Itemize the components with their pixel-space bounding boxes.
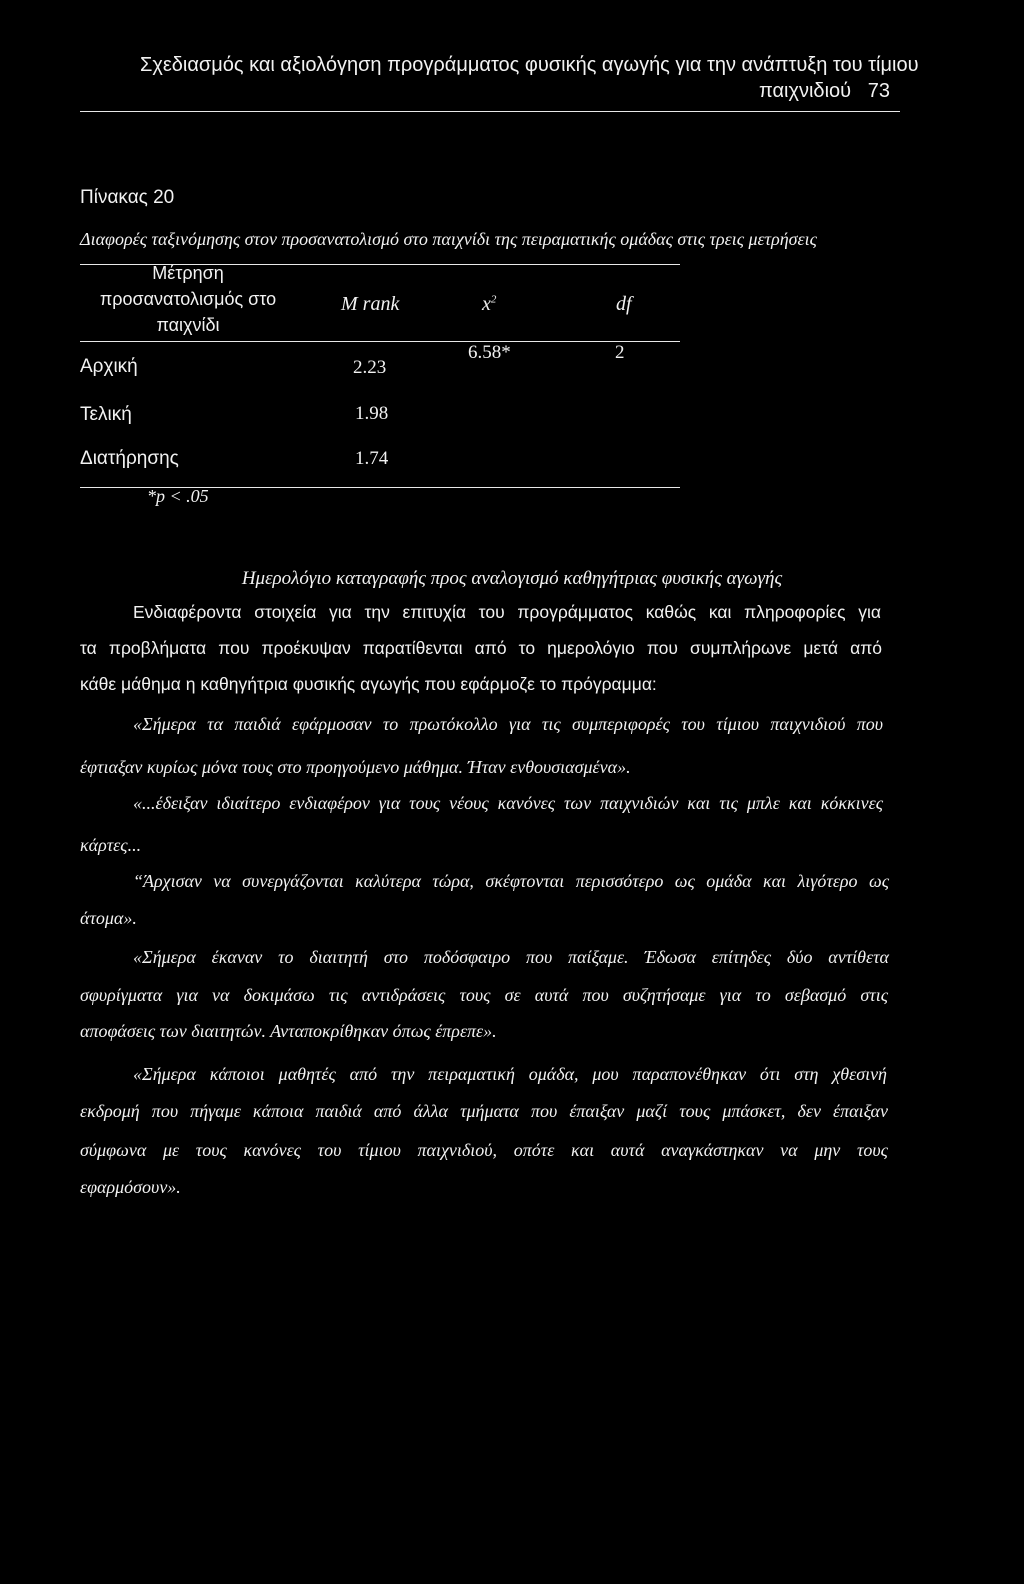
table-note: *p < .05 (147, 486, 209, 506)
quote-line-13: εφαρμόσουν». (80, 1177, 181, 1197)
table-label: Πίνακας 20 (80, 187, 175, 208)
quote-line-2: έφτιαξαν κυρίως μόνα τους στο προηγούμενο μάθημα. Ήταν ενθουσιασμένα». (80, 757, 631, 777)
intro-line-2: τα προβλήματα που προέκυψαν παρατίθενται από το ημερολόγιο που συμπλήρωνε μετά από (80, 638, 882, 658)
row-mrank-final: 1.98 (355, 403, 389, 424)
quote-line-3: «...έδειξαν ιδιαίτερο ενδιαφέρον για τους νέους κανόνες των παιχνιδιών και τις μπλε και κόκκινες (133, 793, 883, 813)
intro-line-1: Ενδιαφέροντα στοιχεία για την επιτυχία του προγράμματος καθώς και πληροφορίες για (133, 602, 881, 622)
chi-superscript: 2 (490, 293, 497, 306)
quote-line-5: “Άρχισαν να συνεργάζονται καλύτερα τώρα, σκέφτονται περισσότερο ως ομάδα και λιγότερο ως (133, 871, 889, 891)
intro-line-3: κάθε μάθημα η καθηγήτρια φυσικής αγωγής που εφάρμοζε το πρόγραμμα: (80, 674, 657, 694)
column-header-chi-square (482, 293, 496, 316)
chi-square-value: 6.58* (468, 342, 511, 363)
table-header-line-3: παιχνίδι (156, 315, 220, 335)
row-label-retention: Διατήρησης (80, 448, 179, 469)
quote-line-1: «Σήμερα τα παιδιά εφάρμοσαν το πρωτόκολλο για τις συμπεριφορές του τίμιου παιχνιδιού που (133, 714, 883, 734)
chi-symbol: x (482, 293, 491, 315)
table-header-line-1: Μέτρηση (152, 263, 224, 283)
row-mrank-initial: 2.23 (353, 357, 387, 378)
row-label-final: Τελική (80, 404, 132, 425)
quote-line-11: εκδρομή που πήγαμε κάποια παιδιά από άλλα τμήματα που έπαιξαν μαζί τους μπάσκετ, δεν έπαιξαν (80, 1101, 888, 1121)
quote-line-6: άτομα». (80, 908, 137, 928)
quote-line-10: «Σήμερα κάποιοι μαθητές από την πειραματική ομάδα, μου παραπονέθηκαν ότι στη χθεσινή (133, 1064, 887, 1084)
quote-line-8: σφυρίγματα για να δοκιμάσω τις αντιδράσεις τους σε αυτά που συζητήσαμε για το σεβασμό στις (80, 985, 888, 1005)
running-header-title: Σχεδιασμός και αξιολόγηση προγράμματος φυσικής αγωγής για την ανάπτυξη του τίμιου (140, 54, 919, 76)
column-header-df: df (616, 293, 632, 315)
df-value: 2 (615, 342, 625, 363)
row-mrank-retention: 1.74 (355, 448, 389, 469)
running-header-subtitle-text: παιχνιδιού (758, 80, 852, 102)
column-header-mrank (341, 293, 399, 316)
row-label-initial: Αρχική (80, 356, 138, 377)
page-number: 73 (867, 80, 890, 102)
quote-line-4: κάρτες... (80, 835, 142, 855)
table-caption: Διαφορές ταξινόμησης στον προσανατολισμό στο παιχνίδι της πειραματικής ομάδας στις τρεις μετρήσεις (80, 229, 817, 249)
quote-line-9: αποφάσεις των διαιτητών. Ανταποκρίθηκαν όπως έπρεπε». (80, 1021, 497, 1041)
table-header-rule (80, 341, 680, 342)
header-rule (80, 111, 900, 112)
quote-line-7: «Σήμερα έκαναν το διαιτητή στο ποδόσφαιρο που παίξαμε. Έδωσα επίτηδες δύο αντίθετα (133, 947, 889, 967)
quote-line-12: σύμφωνα με τους κανόνες του τίμιου παιχνιδιού, οπότε και αυτά αναγκάστηκαν να μην τους (80, 1140, 888, 1160)
table-header-line-2: προσανατολισμός στο (99, 289, 277, 309)
mrank-symbol: M rank (341, 293, 400, 315)
diary-heading: Ημερολόγιο καταγραφής προς αναλογισμό καθηγήτριας φυσικής αγωγής (241, 568, 783, 589)
running-header-subtitle (759, 80, 890, 103)
